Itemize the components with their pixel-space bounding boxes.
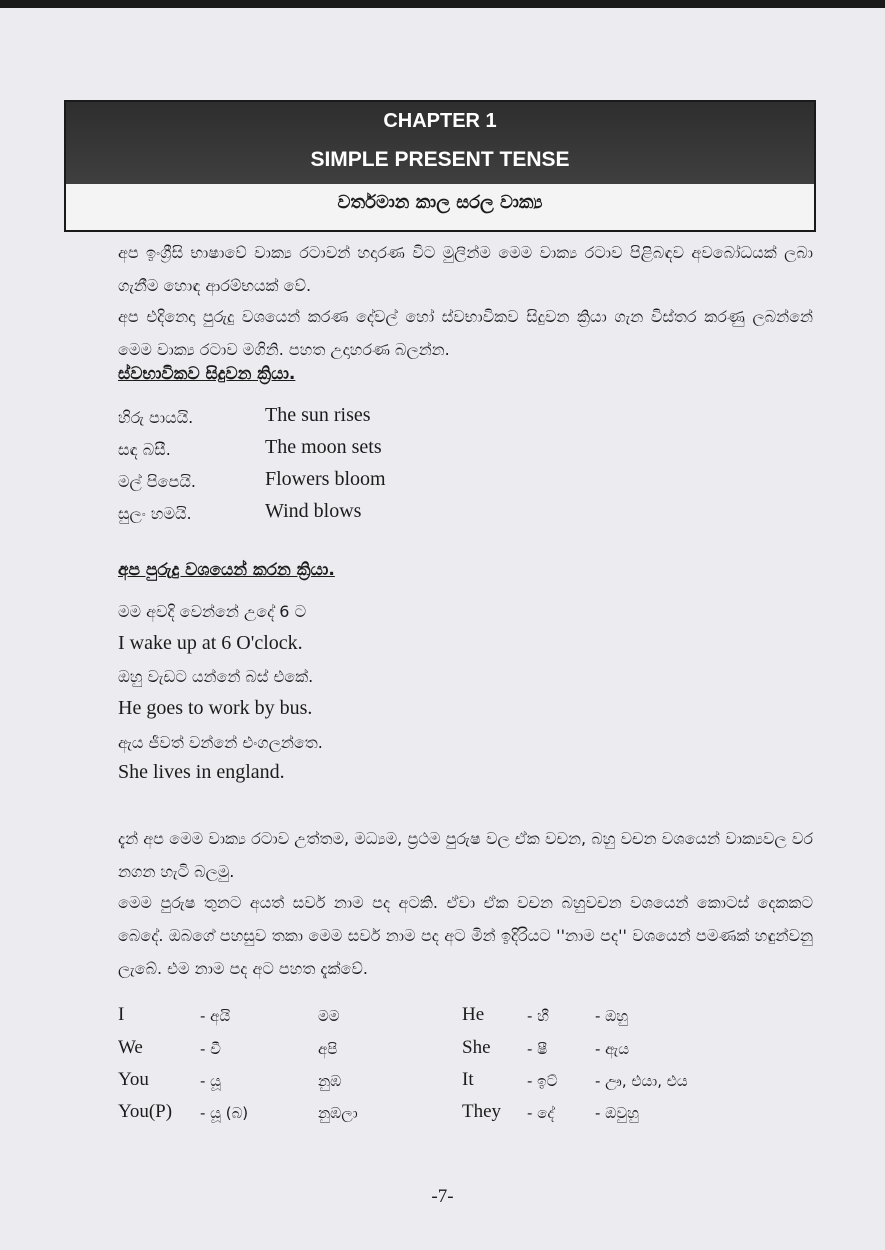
natural-example-english: The moon sets <box>265 436 382 458</box>
natural-example-sinhala: සුලං හමයි. <box>118 504 192 523</box>
habitual-english-line: He goes to work by bus. <box>118 697 313 719</box>
page-top-edge <box>0 0 885 8</box>
pronoun-sinhala: - ඌ, එයා, එය <box>595 1072 688 1090</box>
intro-paragraph-1 <box>118 236 813 302</box>
pronoun-pronunciation: - යූ <box>200 1072 221 1090</box>
natural-example-english: Wind blows <box>265 500 362 522</box>
natural-example-english: The sun rises <box>265 404 371 426</box>
page-number: -7- <box>431 1186 454 1207</box>
natural-actions-heading: ස්වභාවිකව සිදුවන ක්‍රියා. <box>118 364 296 384</box>
chapter-number: CHAPTER 1 <box>383 110 497 132</box>
pronoun-sinhala: - ඔවුහු <box>595 1104 639 1122</box>
pronoun-pronunciation: - ෂී <box>527 1040 548 1058</box>
intro-paragraph-1-text: අප ඉංග්‍රීසි භාෂාවේ වාක්‍ය රටාවන් හදාරණ විට මුලින්ම මෙම වාක්‍ය රටාව පිළිබඳව අවබෝධයක් ලබා ගැනීම හොඳ ආරම්භයක් වේ. <box>118 243 813 295</box>
chapter-subtitle: වර්තමාන කාල සරල වාක්‍ය <box>337 192 543 213</box>
persons-paragraph-1-text: දැන් අප මෙම වාක්‍ය රටාව උත්තම, මධ්‍යම, ප්‍රථම පුරුෂ වල ඒක වචන, බහු වචන වශයෙන් වාක්‍යවල වර නගන හැටි බලමු. <box>118 829 813 881</box>
pronoun-english: You <box>118 1069 149 1090</box>
natural-example-sinhala: හිරු පායයි. <box>118 408 194 427</box>
pronoun-english: It <box>462 1069 474 1090</box>
natural-example-english: Flowers bloom <box>265 468 386 490</box>
pronoun-english: She <box>462 1037 491 1058</box>
pronoun-english: They <box>462 1101 502 1122</box>
habitual-english-line: She lives in england. <box>118 761 285 783</box>
pronoun-english: You(P) <box>118 1101 173 1122</box>
pronoun-sinhala: මම <box>318 1007 340 1025</box>
pronoun-english: I <box>118 1004 125 1025</box>
natural-example-sinhala: සඳ බසී. <box>118 440 171 459</box>
pronoun-pronunciation: - ඉට් <box>527 1072 558 1090</box>
habitual-actions-heading: අප පුරුදු වශයෙන් කරන ක්‍රියා. <box>118 560 335 580</box>
pronoun-sinhala: අපි <box>318 1040 338 1058</box>
chapter-header <box>64 100 816 232</box>
chapter-header-band <box>66 102 814 184</box>
habitual-sinhala-line: මම අවදි වෙන්නේ උදේ 6 ට <box>118 602 307 621</box>
habitual-english-line: I wake up at 6 O'clock. <box>118 632 303 654</box>
pronoun-sinhala: - ඇය <box>595 1040 629 1058</box>
natural-example-sinhala: මල් පිපෙයි. <box>118 472 196 491</box>
pronoun-pronunciation: - යූ (බ) <box>200 1104 249 1122</box>
habitual-sinhala-line: ඇය ජීවත් වන්නේ එංගලන්තෙ. <box>118 733 323 752</box>
chapter-title: SIMPLE PRESENT TENSE <box>310 148 570 171</box>
pronoun-english: He <box>462 1004 485 1025</box>
pronoun-sinhala: නුඹ <box>318 1072 342 1090</box>
intro-paragraph-2-text: අප එදිනෙදා පුරුදු වශයෙන් කරණ දේවල් හෝ ස්වභාවිකව සිදුවන ක්‍රියා ගැන විස්තර කරණු ලබන්නේ මෙම වාක්‍ය රටාව මගිනි. පහත උදාහරණ බලන්න. <box>118 307 813 359</box>
persons-paragraph-2-text: මෙම පුරුෂ තුනට අයත් සර්ව නාම පද අටකි. ඒවා ඒක වචන බහුවචන වශයෙන් කොටස් දෙකකට බෙදේ. ඔබගේ පහසුව තකා මෙම සර්ව නාම පද අට මින් ඉදිරියට ''නාම පද'' වශයෙන් පමණක් හඳුන්වනු ලැබේ. එම නාම පද අට පහත දැක්වේ. <box>118 893 813 978</box>
habitual-sinhala-line: ඔහු වැඩට යන්නේ බස් එකේ. <box>118 667 314 686</box>
persons-paragraph-2 <box>118 886 813 985</box>
pronoun-pronunciation: - අයි <box>200 1007 231 1025</box>
pronoun-pronunciation: - වී <box>200 1040 221 1058</box>
pronoun-sinhala: නුඹලා <box>318 1104 358 1122</box>
pronoun-pronunciation: - දේ <box>527 1104 555 1122</box>
intro-paragraph-2 <box>118 300 813 366</box>
pronoun-english: We <box>118 1037 143 1058</box>
pronoun-pronunciation: - හී <box>527 1007 549 1025</box>
pronoun-sinhala: - ඔහු <box>595 1007 629 1025</box>
persons-paragraph-1 <box>118 822 813 888</box>
